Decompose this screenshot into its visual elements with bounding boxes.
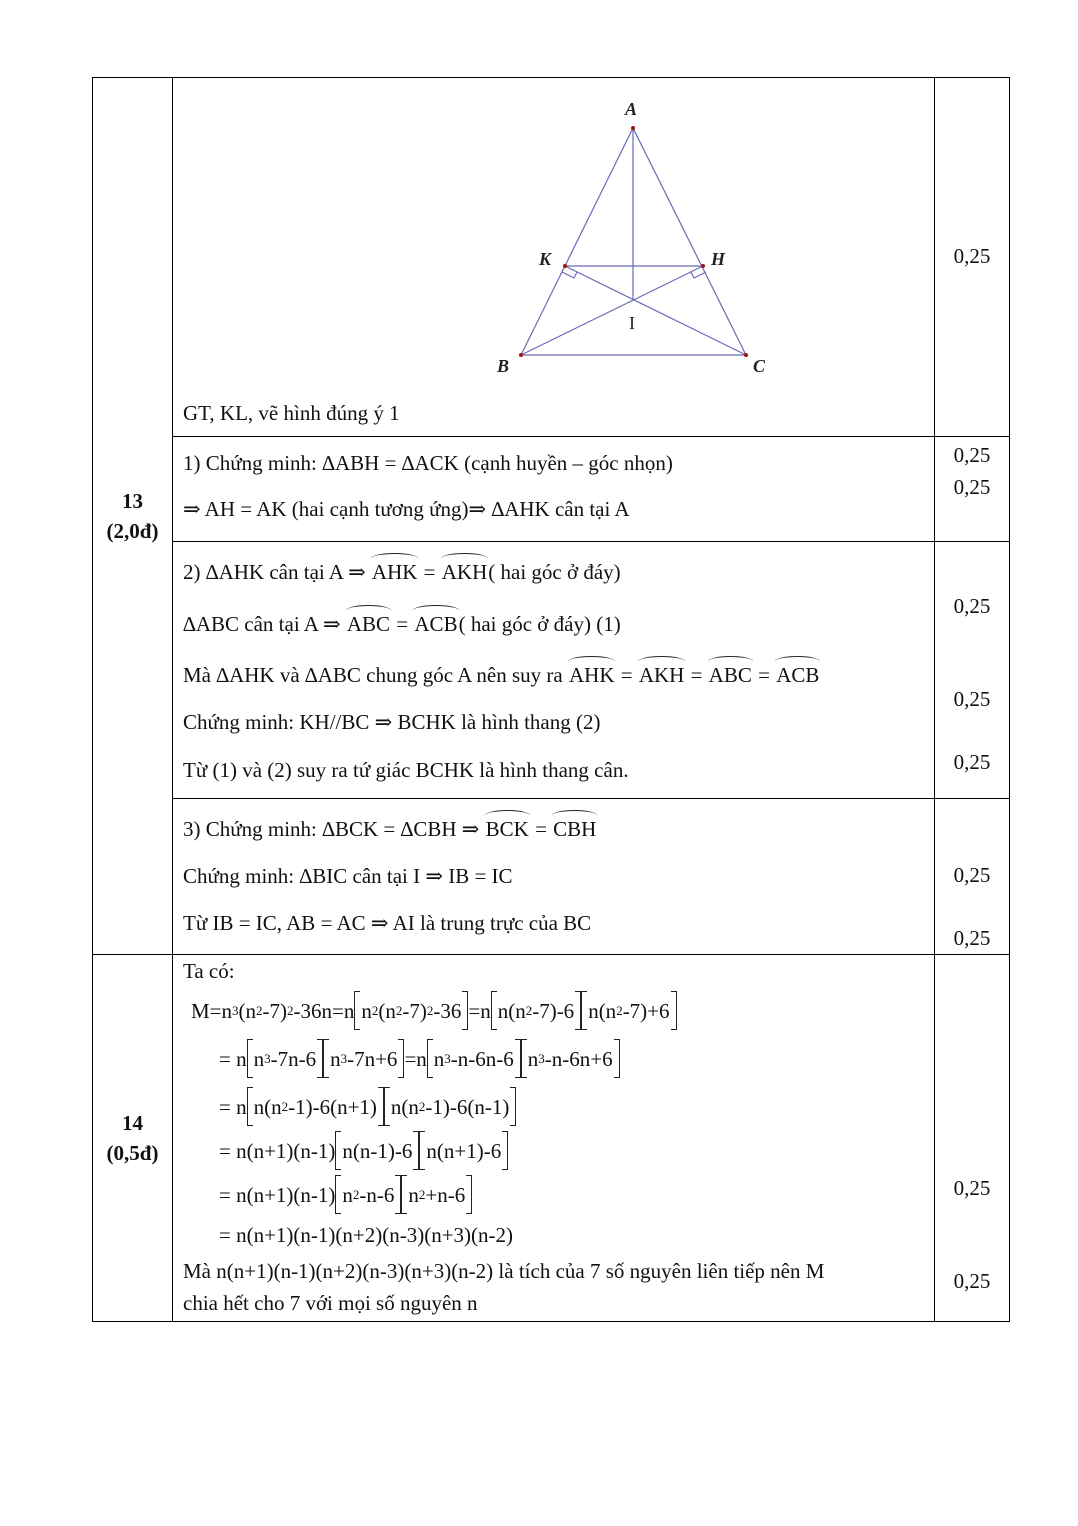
label-C: C xyxy=(753,356,766,376)
segment-CK xyxy=(565,266,746,355)
q13-part1-line1: 1) Chứng minh: ∆ABH = ∆ACK (cạnh huyền – góc nhọn) xyxy=(183,451,673,475)
angle-AKH-2: AKH xyxy=(638,663,685,687)
q14-step6: = n(n+1)(n-1)(n+2)(n-3)(n+3)(n-2) xyxy=(219,1223,514,1247)
q13-part2-score-cell xyxy=(935,542,1010,799)
q13-row-part2 xyxy=(93,542,1010,799)
q13-points: (2,0đ) xyxy=(106,519,159,543)
point-C xyxy=(744,353,748,357)
q13-number: 13 xyxy=(122,489,143,513)
angle-AHK: AHK xyxy=(371,560,418,584)
q13-row-part1 xyxy=(93,437,1010,542)
q13-part2-line4: Chứng minh: KH//BC ⇒ BCHK là hình thang (2) xyxy=(183,710,601,734)
angle-ABC: ABC xyxy=(346,612,391,636)
q13-figure-caption: GT, KL, vẽ hình đúng ý 1 xyxy=(183,401,400,425)
point-A xyxy=(631,126,635,130)
part2-eq3: = xyxy=(752,663,776,687)
q14-label-cell xyxy=(93,955,173,1322)
q14-step3: = n $n(n^2-1)-6(n+1)$ $n(n^2-1)-6(n-1)$ xyxy=(219,1095,516,1120)
q13-part2-line5: Từ (1) và (2) suy ra tứ giác BCHK là hình thang cân. xyxy=(183,758,629,782)
q13-part3-line3: Từ IB = IC, AB = AC ⇒ AI là trung trực của BC xyxy=(183,911,592,935)
q13-part1-score1: 0,25 xyxy=(953,443,991,467)
part2-l1b: ( hai góc ở đáy) xyxy=(488,560,621,584)
q14-conclusion1: Mà n(n+1)(n-1)(n+2)(n-3)(n+3)(n-2) là tích của 7 số nguyên liên tiếp nên M xyxy=(183,1259,825,1283)
q13-part1-score2: 0,25 xyxy=(953,475,991,499)
q14-conclusion2: chia hết cho 7 với mọi số nguyên n xyxy=(183,1291,478,1315)
q13-part3-score2: 0,25 xyxy=(953,926,991,950)
right-angle-K xyxy=(562,272,577,278)
angle-BCK: BCK xyxy=(485,817,529,841)
q13-part3-line1 xyxy=(183,817,597,842)
q13-part1-score-cell xyxy=(935,437,1010,542)
q13-part3-cell xyxy=(173,799,935,955)
triangle-figure xyxy=(413,98,766,398)
q14-score-cell xyxy=(935,955,1010,1322)
answer-table-wrapper xyxy=(92,77,1010,1322)
part2-l2a: ∆ABC cân tại A ⇒ xyxy=(183,612,346,636)
part2-eq1: = xyxy=(615,663,638,687)
q14-number: 14 xyxy=(122,1111,143,1135)
right-angle-H xyxy=(691,272,706,278)
q13-part2-line2 xyxy=(183,612,621,637)
label-H: H xyxy=(711,249,726,269)
q13-part2-score1: 0,25 xyxy=(953,594,991,618)
point-B xyxy=(519,353,523,357)
angle-ACB-2: ACB xyxy=(776,663,820,687)
q14-step2: = n $n^3-7n-6$ $n^3-7n+6 =n$ $n^3-n-6n-6$ $n^3-n-6n+6$ xyxy=(219,1047,620,1072)
angle-ACB: ACB xyxy=(414,612,458,636)
q13-part1-line2: ⇒ AH = AK (hai cạnh tương ứng)⇒ ∆AHK cân tại A xyxy=(183,497,630,521)
q13-part2-score2: 0,25 xyxy=(953,687,991,711)
part3-l1a: 3) Chứng minh: ∆BCK = ∆CBH ⇒ xyxy=(183,817,485,841)
q13-part3-score-cell xyxy=(935,799,1010,955)
label-K: K xyxy=(539,249,552,269)
q13-part1-cell xyxy=(173,437,935,542)
q14-score1: 0,25 xyxy=(953,1176,991,1200)
q13-figure-score-cell xyxy=(935,78,1010,437)
q14-score2: 0,25 xyxy=(953,1269,991,1293)
label-B: B xyxy=(497,356,510,376)
q13-figure-cell xyxy=(173,78,935,437)
q14-points: (0,5đ) xyxy=(106,1141,159,1165)
q13-row-part3 xyxy=(93,799,1010,955)
q14-step5: = n(n+1)(n-1) $n^2-n-6$ $n^2+n-6$ xyxy=(219,1183,472,1208)
q14-step1: $M=n^3(n^2-7)^2-36n=n$ $n^2(n^2-7)^2-36 =n$ $n(n^2-7)-6$ $n(n^2-7)+6$ xyxy=(191,999,677,1024)
q13-row-figure xyxy=(93,78,1010,437)
q14-content-cell xyxy=(173,955,935,1322)
q13-part3-line2: Chứng minh: ∆BIC cân tại I ⇒ IB = IC xyxy=(183,864,513,888)
q13-figure-score: 0,25 xyxy=(953,244,991,268)
side-AB xyxy=(521,128,633,355)
part2-l2eq: = xyxy=(391,612,414,636)
angle-CBH: CBH xyxy=(553,817,597,841)
q13-part3-score1: 0,25 xyxy=(953,863,991,887)
part2-l3a: Mà ∆AHK và ∆ABC chung góc A nên suy ra xyxy=(183,663,568,687)
q13-part2-cell xyxy=(173,542,935,799)
part2-l1eq: = xyxy=(418,560,441,584)
angle-AKH: AKH xyxy=(441,560,488,584)
point-H xyxy=(701,264,705,268)
part2-l2b: ( hai góc ở đáy) (1) xyxy=(458,612,621,636)
q14-row xyxy=(93,955,1010,1322)
q14-step4: = n(n+1)(n-1) n(n-1)-6 n(n+1)-6 xyxy=(219,1139,508,1164)
part2-eq2: = xyxy=(685,663,708,687)
part3-l1eq: = xyxy=(529,817,553,841)
part2-l1a: 2) ∆AHK cân tại A ⇒ xyxy=(183,560,371,584)
label-I: I xyxy=(629,313,635,333)
answer-table xyxy=(92,77,1010,1322)
angle-ABC-2: ABC xyxy=(708,663,752,687)
q13-part2-line3 xyxy=(183,663,820,688)
q13-part2-line1 xyxy=(183,560,621,585)
label-A: A xyxy=(625,99,638,119)
side-AC xyxy=(633,128,746,355)
q14-intro: Ta có: xyxy=(183,959,235,983)
q13-part2-score3: 0,25 xyxy=(953,750,991,774)
q13-label-cell xyxy=(93,78,173,955)
segment-BH xyxy=(521,266,703,355)
point-K xyxy=(563,264,567,268)
angle-AHK-2: AHK xyxy=(568,663,615,687)
